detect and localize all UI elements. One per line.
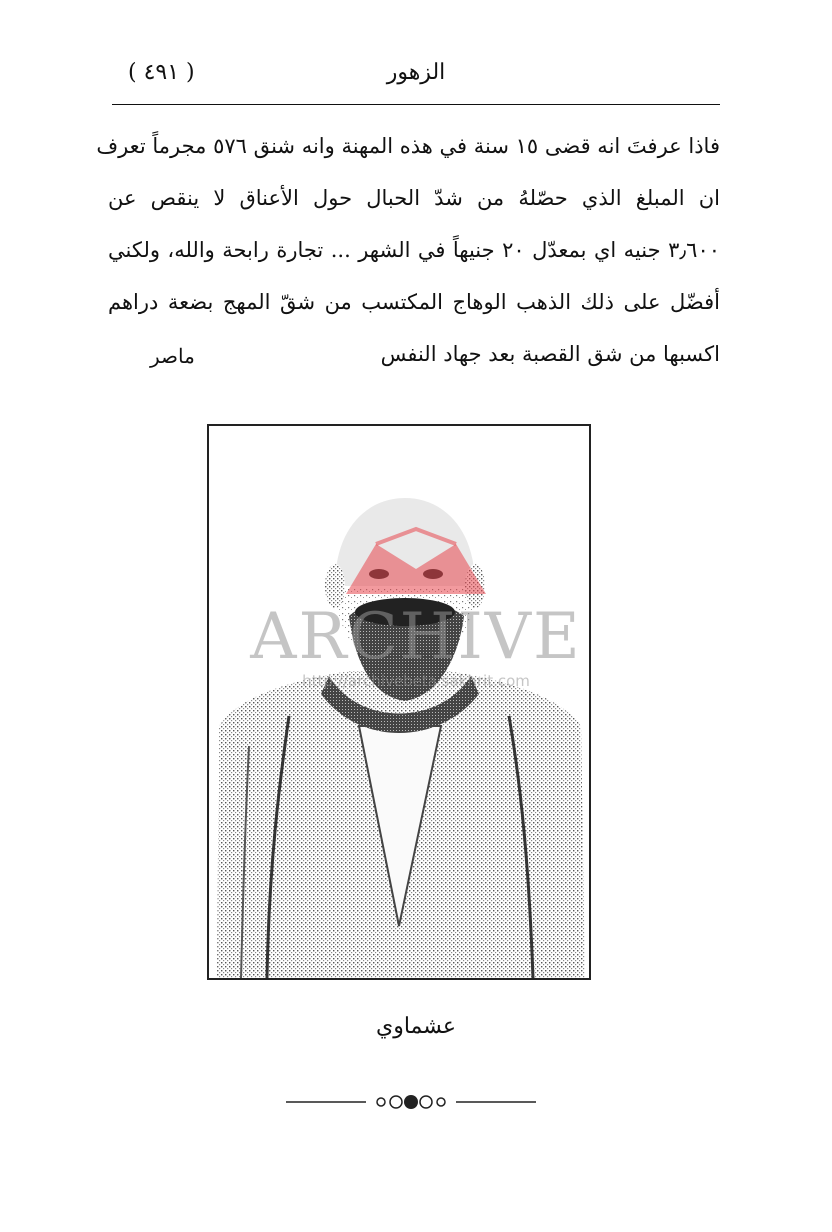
photo-caption: عشماوي	[375, 1014, 457, 1039]
text-line: فاذا عرفتَ انه قضى ١٥ سنة في هذه المهنة وانه شنق ٥٧٦ مجرماً تعرف	[96, 134, 720, 158]
archive-logo-icon	[336, 524, 496, 604]
text-line: أفضّل على ذلك الذهب الوهاج المكتسب من شقّ المهج بضعة دراهم	[108, 290, 720, 314]
portrait-photo	[207, 424, 591, 980]
portrait-illustration	[209, 426, 589, 978]
ornament-divider-icon	[286, 1092, 536, 1112]
article-text	[96, 120, 720, 380]
running-title: الزهور	[386, 60, 446, 85]
text-line: اكسبها من شق القصبة بعد جهاد النفس	[380, 342, 720, 366]
author-signature: ماصر	[150, 344, 195, 368]
text-line: ٣٫٦٠٠ جنيه اي بمعدّل ٢٠ جنيهاً في الشهر ... تجارة رابحة والله، ولكني	[108, 238, 720, 262]
watermark-url: http://archivebeta.sakhrit.com	[302, 672, 530, 690]
header-rule	[112, 104, 720, 105]
text-line: ان المبلغ الذي حصّلهُ من شدّ الحبال حول الأعناق لا ينقص عن	[108, 186, 720, 210]
watermark-text: ARCHIVE	[250, 600, 582, 674]
page-number: ( ٤٩١ )	[128, 60, 195, 85]
